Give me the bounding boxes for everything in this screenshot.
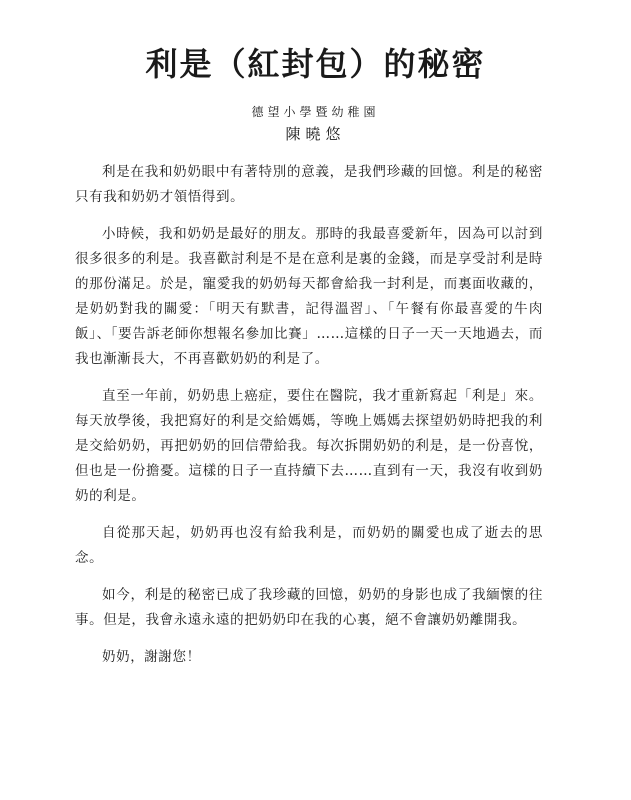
paragraph: 如今，利是的秘密已成了我珍藏的回憶，奶奶的身影也成了我緬懷的往事。但是，我會永遠永遠的把奶奶印在我的心裏，絕不會讓奶奶離開我。 xyxy=(75,587,543,628)
author-name: 陳曉悠 xyxy=(285,125,346,143)
paragraph: 小時候，我和奶奶是最好的朋友。那時的我最喜愛新年，因為可以討到很多很多的利是。我喜歡討利是不是在意利是裏的金錢，而是享受討利是時的那份滿足。於是，寵愛我的奶奶每天都會給我一封利是，而裏面收藏的，是奶奶對我的關愛：「明天有默書，記得溫習」、「午餐有你最喜愛的牛肉飯」、「要告訴老師你想報名參加比賽」……這樣的日子一天一天地過去，而我也漸漸長大，不再喜歡奶奶的利是了。 xyxy=(75,226,543,367)
article-body xyxy=(75,160,543,682)
paragraph: 直至一年前，奶奶患上癌症，要住在醫院，我才重新寫起「利是」來。每天放學後，我把寫好的利是交給媽媽，等晚上媽媽去探望奶奶時把我的利是交給奶奶，再把奶奶的回信帶給我。每次拆開奶奶的利是，是一份喜悅，但也是一份擔憂。這樣的日子一直持續下去……直到有一天，我沒有收到奶奶的利是。 xyxy=(75,388,543,504)
paragraph: 奶奶，謝謝您！ xyxy=(102,649,201,665)
paragraph: 利是在我和奶奶眼中有著特別的意義，是我們珍藏的回憶。利是的秘密只有我和奶奶才領悟得到。 xyxy=(75,164,543,205)
article-title: 利是（紅封包）的秘密 xyxy=(145,45,486,83)
school-name: 德望小學暨幼稚園 xyxy=(251,105,380,119)
paragraph: 自從那天起，奶奶再也沒有給我利是，而奶奶的關愛也成了逝去的思念。 xyxy=(75,525,543,566)
